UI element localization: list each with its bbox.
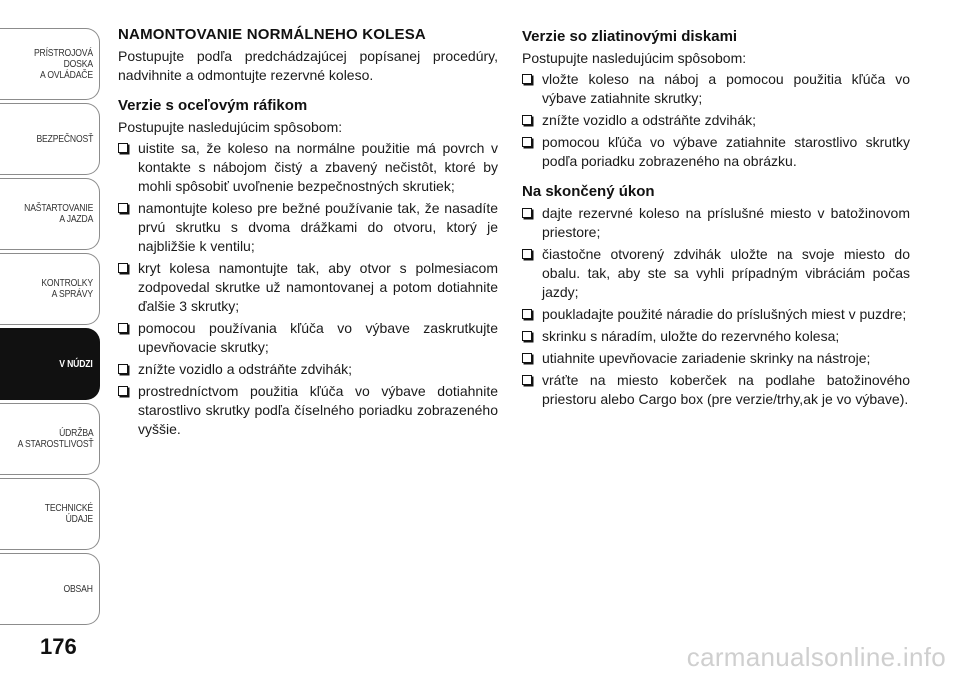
list-item: [522, 327, 910, 346]
tab-kontrolky[interactable]: [0, 253, 100, 325]
list-item-text: skrinku s náradím, uložte do rezervného kolesa;: [542, 328, 840, 344]
steps-list: [522, 204, 910, 409]
tab-label: ÚDRŽBA A STAROSTLIVOSŤ: [17, 427, 93, 450]
list-item-text: vráťte na miesto koberček na podlahe batožinového priestoru alebo Cargo box (pre verzie/trhy,ak je vo výbave).: [542, 372, 910, 407]
checkbox-bullet-icon: [522, 353, 532, 363]
tab-label: TECHNICKÉ ÚDAJE: [44, 502, 93, 525]
checkbox-bullet-icon: [118, 203, 128, 213]
steps-list: [522, 70, 910, 171]
list-item-text: namontujte koleso pre bežné používanie tak, že nasadíte prvú skrutku s dvoma drážkami do otvoru, ktorý je najbližšie k ventilu;: [138, 200, 498, 254]
checkbox-bullet-icon: [118, 386, 128, 396]
checkbox-bullet-icon: [522, 309, 532, 319]
list-item: [522, 371, 910, 409]
section-heading: NAMONTOVANIE NORMÁLNEHO KOLESA: [118, 26, 426, 43]
list-item: [118, 382, 498, 439]
tab-label: PRÍSTROJOVÁ DOSKA A OVLÁDAČE: [34, 46, 93, 81]
tab-label: V NÚDZI: [59, 357, 93, 370]
intro-paragraph: Postupujte podľa predchádzajúcej popísanej procedúry, nadvihnite a odmontujte rezervné koleso.: [118, 48, 498, 83]
subsection-intro: Postupujte nasledujúcim spôsobom:: [522, 50, 747, 66]
checkbox-bullet-icon: [118, 364, 128, 374]
tab-label: NAŠTARTOVANIE A JAZDA: [23, 202, 93, 225]
list-item: [118, 259, 498, 316]
page-number: 176: [40, 634, 77, 659]
list-item: [522, 70, 910, 108]
subsection-intro: Postupujte nasledujúcim spôsobom:: [118, 119, 343, 135]
checkbox-bullet-icon: [522, 208, 532, 218]
tab-nastartovanie[interactable]: [0, 178, 100, 250]
subsection-heading: Na skončený úkon: [522, 183, 655, 200]
list-item: [522, 204, 910, 242]
tab-pristrojova-doska[interactable]: [0, 28, 100, 100]
list-item-text: kryt kolesa namontujte tak, aby otvor s polmesiacom zodpovedal skrutke už namontovanej a potom dotiahnite ďalšie 3 skrutky;: [138, 260, 498, 314]
checkbox-bullet-icon: [522, 331, 532, 341]
tab-udrzba[interactable]: [0, 403, 100, 475]
checkbox-bullet-icon: [522, 375, 532, 385]
checkbox-bullet-icon: [522, 249, 532, 259]
tab-bezpecnost[interactable]: [0, 103, 100, 175]
subsection-heading: Verzie so zliatinovými diskami: [522, 28, 738, 45]
list-item-text: dajte rezervné koleso na príslušné miesto v batožinovom priestore;: [542, 205, 910, 240]
list-item-text: znížte vozidlo a odstráňte zdvihák;: [138, 361, 353, 377]
checkbox-bullet-icon: [118, 263, 128, 273]
checkbox-bullet-icon: [522, 74, 532, 84]
checkbox-bullet-icon: [522, 137, 532, 147]
tab-obsah[interactable]: [0, 553, 100, 625]
list-item-text: utiahnite upevňovacie zariadenie skrinky na nástroje;: [542, 350, 871, 366]
list-item: [522, 111, 910, 130]
steps-list: [118, 139, 498, 439]
list-item-text: pomocou kľúča vo výbave zatiahnite starostlivo skrutky podľa poriadku zobrazeného na obrázku.: [542, 134, 910, 169]
list-item: [118, 360, 498, 379]
list-item: [522, 133, 910, 171]
list-item: [118, 139, 498, 196]
tab-v-nudzi[interactable]: [0, 328, 100, 400]
list-item-text: znížte vozidlo a odstráňte zdvihák;: [542, 112, 757, 128]
tab-label: BEZPEČNOSŤ: [36, 132, 93, 145]
tab-technicke-udaje[interactable]: [0, 478, 100, 550]
list-item: [522, 245, 910, 302]
checkbox-bullet-icon: [118, 323, 128, 333]
tab-label: OBSAH: [63, 582, 93, 595]
watermark: carmanualsonline.info: [686, 642, 946, 672]
list-item-text: vložte koleso na náboj a pomocou použitia kľúča vo výbave zatiahnite skrutky;: [542, 71, 910, 106]
list-item: [522, 349, 910, 368]
list-item: [522, 305, 910, 324]
checkbox-bullet-icon: [118, 143, 128, 153]
tab-label: KONTROLKY A SPRÁVY: [41, 277, 93, 300]
section-tabs: [0, 0, 104, 677]
list-item-text: prostredníctvom použitia kľúča vo výbave dotiahnite starostlivo skrutky podľa číselného poriadku zobrazeného vyššie.: [138, 383, 498, 437]
list-item: [118, 199, 498, 256]
list-item-text: pomocou používania kľúča vo výbave zaskrutkujte upevňovacie skrutky;: [138, 320, 498, 355]
left-column: [118, 24, 498, 442]
list-item-text: čiastočne otvorený zdvihák uložte na svoje miesto do obalu. tak, aby ste sa vyhli prípadným vibráciám počas jazdy;: [542, 246, 910, 300]
checkbox-bullet-icon: [522, 115, 532, 125]
list-item: [118, 319, 498, 357]
subsection-heading: Verzie s oceľovým ráfikom: [118, 97, 308, 114]
list-item-text: uistite sa, že koleso na normálne použitie má povrch v kontakte s nábojom čistý a zbavený nečistôt, ktoré by mohli spôsobiť uvoľnenie bezpečnostných skrutiek;: [138, 140, 498, 194]
list-item-text: poukladajte použité náradie do príslušných miest v puzdre;: [542, 306, 907, 322]
right-column: [522, 24, 910, 412]
